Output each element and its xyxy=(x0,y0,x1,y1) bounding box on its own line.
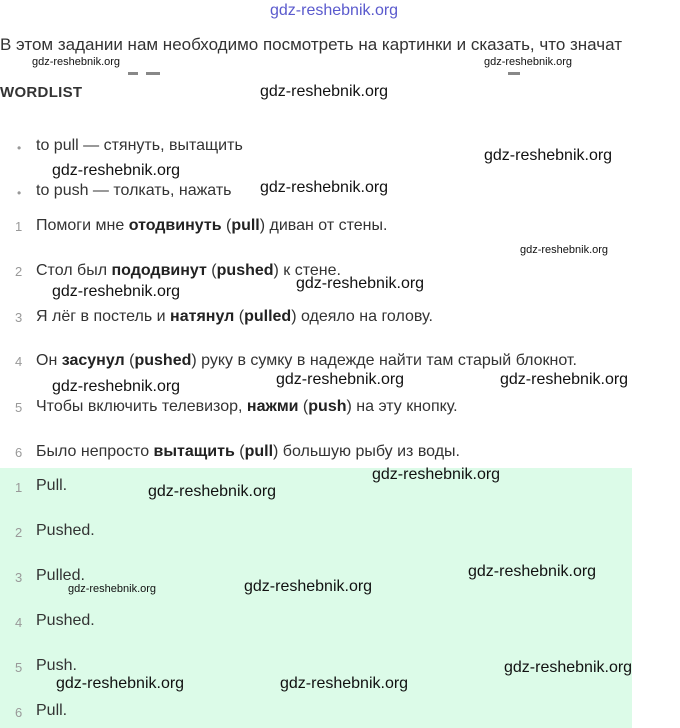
sentence-number: 2 xyxy=(15,264,23,279)
sentence: Было непросто вытащить (pull) большую рыбу из воды. xyxy=(36,443,460,460)
watermark: gdz-reshebnik.org xyxy=(68,583,157,595)
watermark: gdz-reshebnik.org xyxy=(52,378,181,395)
sentence-number: 1 xyxy=(15,219,23,234)
watermark: gdz-reshebnik.org xyxy=(296,275,425,292)
sentence-number: 4 xyxy=(15,354,23,369)
watermark: gdz-reshebnik.org xyxy=(500,371,629,388)
answer-number: 4 xyxy=(15,615,23,630)
sentence: Стол был пододвинут (pushed) к стене. xyxy=(36,262,341,279)
watermark: gdz-reshebnik.org xyxy=(484,56,573,68)
cropped-text-line xyxy=(128,63,668,75)
answer-number: 6 xyxy=(15,705,23,720)
answer-number: 1 xyxy=(15,480,23,495)
answer: Pushed. xyxy=(36,522,95,539)
watermark: gdz-reshebnik.org xyxy=(56,675,185,692)
answer-number: 5 xyxy=(15,660,23,675)
sentence-number: 6 xyxy=(15,445,23,460)
wordlist-item: to pull — стянуть, вытащить xyxy=(36,137,243,154)
answer: Pull. xyxy=(36,477,68,494)
watermark: gdz-reshebnik.org xyxy=(468,563,597,580)
watermark: gdz-reshebnik.org xyxy=(260,179,389,196)
answer: Pull. xyxy=(36,702,68,719)
answer: Push. xyxy=(36,657,77,674)
bullet-icon: • xyxy=(17,186,22,200)
sentence: Он засунул (pushed) руку в сумку в надежде найти там старый блокнот. xyxy=(36,352,577,369)
sentence: Помоги мне отодвинуть (pull) диван от стены. xyxy=(36,217,388,234)
answer: Pulled. xyxy=(36,567,85,584)
watermark: gdz-reshebnik.org xyxy=(260,83,389,100)
watermark: gdz-reshebnik.org xyxy=(504,659,633,676)
watermark: gdz-reshebnik.org xyxy=(484,147,613,164)
watermark: gdz-reshebnik.org xyxy=(32,56,121,68)
answer: Pushed. xyxy=(36,612,95,629)
answer-number: 2 xyxy=(15,525,23,540)
watermark: gdz-reshebnik.org xyxy=(148,483,277,500)
sentence: Я лёг в постель и натянул (pulled) одеяло на голову. xyxy=(36,308,433,325)
watermark: gdz-reshebnik.org xyxy=(372,466,501,483)
answer-number: 3 xyxy=(15,570,23,585)
watermark: gdz-reshebnik.org xyxy=(52,162,181,179)
watermark: gdz-reshebnik.org xyxy=(520,244,609,256)
wordlist-heading: WORDLIST xyxy=(0,84,83,101)
sentence-number: 5 xyxy=(15,400,23,415)
intro-text: В этом задании нам необходимо посмотреть на картинки и сказать, что значат xyxy=(0,35,622,54)
watermark: gdz-reshebnik.org xyxy=(280,675,409,692)
sentence: Чтобы включить телевизор, нажми (push) на эту кнопку. xyxy=(36,398,458,415)
site-title[interactable]: gdz-reshebnik.org xyxy=(270,2,399,19)
wordlist-item: to push — толкать, нажать xyxy=(36,182,232,199)
bullet-icon: • xyxy=(17,141,22,155)
watermark: gdz-reshebnik.org xyxy=(276,371,405,388)
sentence-number: 3 xyxy=(15,310,23,325)
watermark: gdz-reshebnik.org xyxy=(52,283,181,300)
watermark: gdz-reshebnik.org xyxy=(244,578,373,595)
